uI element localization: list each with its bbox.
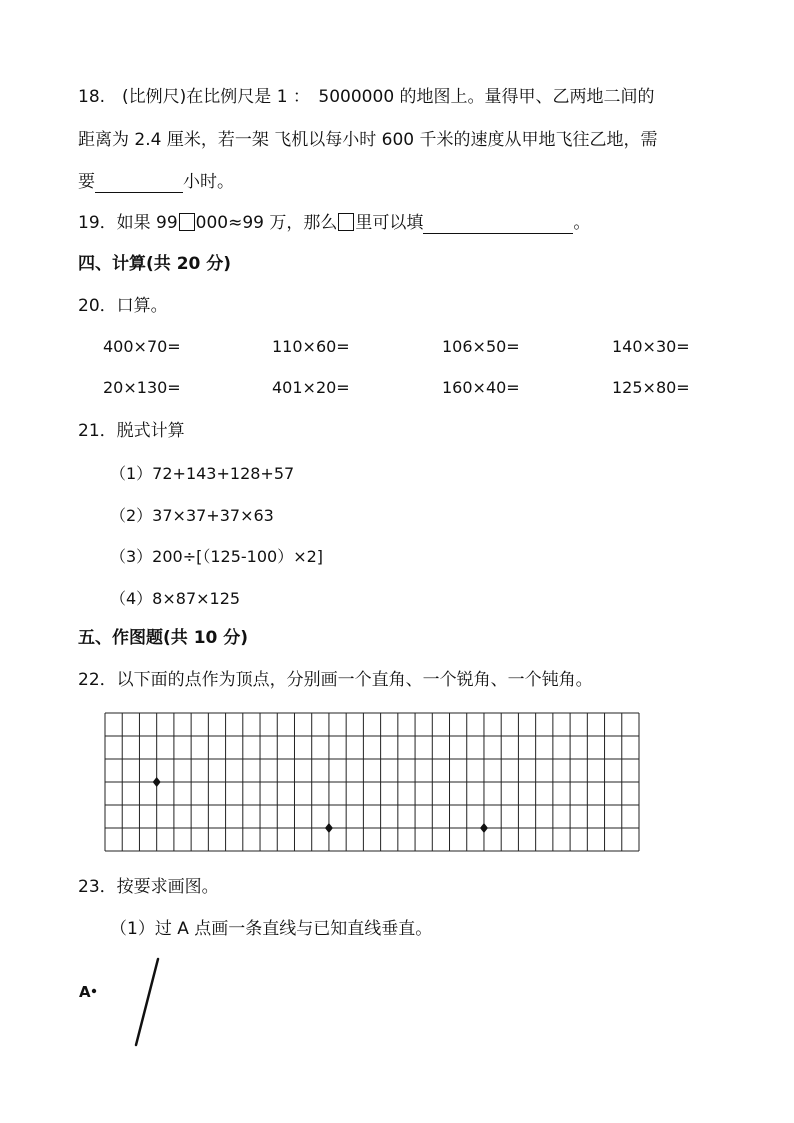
q21-item-1: （1）72+143+128+57 — [110, 464, 295, 483]
q18-line2: 距离为 2.4 厘米，若一架 飞机以每小时 600 千米的速度从甲地飞往乙地，需 — [78, 130, 658, 150]
q20-calc: 20×130= — [103, 378, 181, 397]
q19-part4: 。 — [573, 213, 591, 233]
q20-calc: 401×20= — [272, 378, 350, 397]
q21-title: 21．脱式计算 — [78, 421, 185, 441]
q18-line3-post: 小时。 — [183, 172, 234, 192]
q19-digit-box-2[interactable] — [338, 213, 354, 231]
q23-title: 23．按要求画图。 — [78, 877, 219, 897]
q23-drawing-area[interactable] — [70, 955, 190, 1050]
q20-title: 20．口算。 — [78, 296, 168, 316]
q18-line3 — [78, 171, 234, 193]
q18-line3-pre: 要 — [78, 172, 95, 192]
q20-calc: 106×50= — [442, 337, 520, 356]
q19-answer-blank[interactable] — [423, 215, 573, 234]
q20-calc: 140×30= — [612, 337, 690, 356]
given-line — [136, 959, 158, 1045]
q19-part1: 19．如果 99 — [78, 213, 178, 233]
q18-line1: 18. (比例尺)在比例尺是 1 ： 5000000 的地图上。量得甲、乙两地二间的 — [78, 87, 655, 107]
q20-calc: 110×60= — [272, 337, 350, 356]
q18-answer-blank[interactable] — [95, 174, 183, 193]
q22-title: 22．以下面的点作为顶点，分别画一个直角、一个锐角、一个钝角。 — [78, 670, 593, 690]
q19-part2: 000≈99 万，那么 — [195, 213, 338, 233]
point-a-label: A — [79, 983, 91, 1001]
q21-item-4: （4）8×87×125 — [110, 589, 241, 608]
q20-calc: 125×80= — [612, 378, 690, 397]
section-4-title: 四、计算(共 20 分) — [78, 254, 232, 274]
section-5-title: 五、作图题(共 10 分) — [78, 628, 249, 648]
vertex-point — [325, 823, 333, 833]
q19-digit-box-1[interactable] — [179, 213, 195, 231]
q19-part3: 里可以填 — [355, 213, 424, 233]
q21-item-2: （2）37×37+37×63 — [110, 506, 274, 525]
q20-calc: 160×40= — [442, 378, 520, 397]
vertex-point — [480, 823, 488, 833]
q22-dot-grid[interactable] — [104, 712, 640, 852]
q19-line — [78, 212, 590, 234]
point-a-dot — [92, 989, 96, 993]
q20-calc: 400×70= — [103, 337, 181, 356]
vertex-point — [153, 777, 161, 787]
q23-item-1: （1）过 A 点画一条直线与已知直线垂直。 — [110, 919, 433, 939]
q21-item-3: （3）200÷[（125-100）×2] — [110, 547, 324, 566]
